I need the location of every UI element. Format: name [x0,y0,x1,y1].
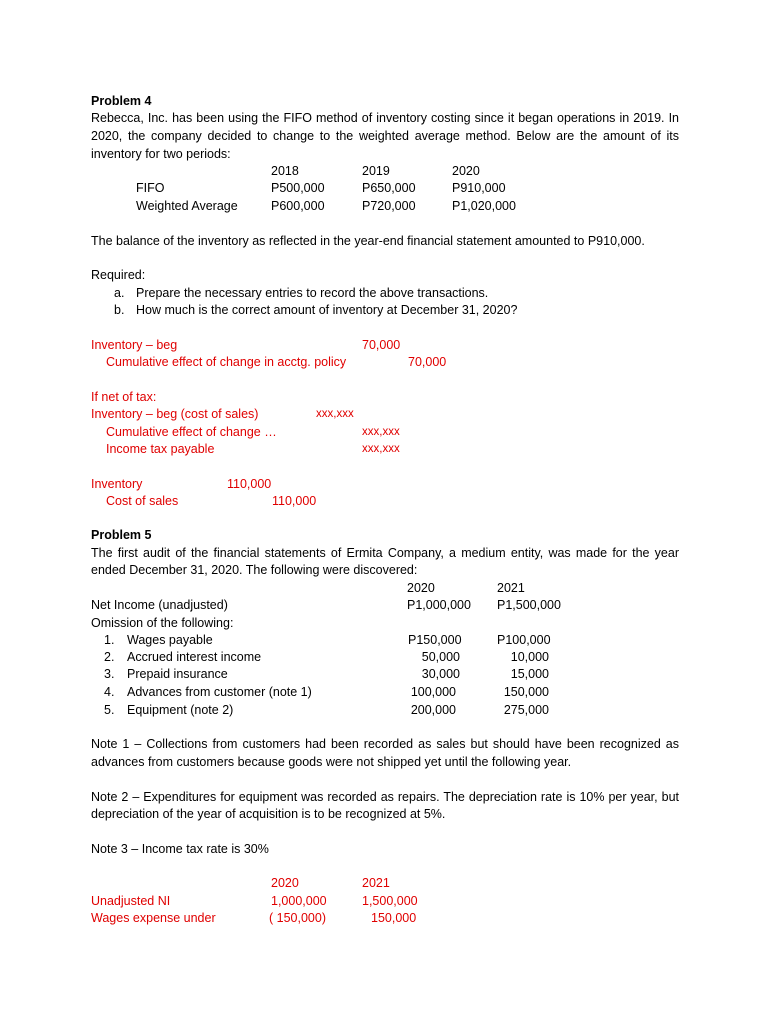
table-cell: 15,000 [510,667,549,681]
problem4-title: Problem 4 [91,94,152,108]
table-cell: 150,000 [503,685,549,699]
entry-debit: xxx,xxx [316,408,354,420]
entry-account: Inventory – beg (cost of sales) [91,407,259,421]
net-of-tax-label: If net of tax: [91,390,157,404]
note3: Note 3 – Income tax rate is 30% [91,842,269,856]
table-year-header: 2020 [407,581,435,595]
entry-credit: 70,000 [408,355,447,369]
entry-account: Income tax payable [106,442,215,456]
list-item-number: 2. [104,650,115,664]
required-item-text: Prepare the necessary entries to record the above transactions. [136,286,489,300]
problem5-intro-line-2: ended December 31, 2020. The following were discovered: [91,563,418,577]
table-cell: P1,020,000 [452,199,516,213]
table-year-header: 2018 [271,164,299,178]
entry-account: Inventory [91,477,143,491]
table-cell: 200,000 [410,703,456,717]
required-item-marker: b. [114,303,125,317]
table-row-label: Unadjusted NI [91,894,171,908]
table-year-header: 2020 [271,876,299,890]
list-item-label: Accrued interest income [127,650,262,664]
table-cell: P650,000 [362,181,416,195]
list-item-number: 1. [104,633,115,647]
table-year-header: 2021 [497,581,525,595]
table-cell: P910,000 [452,181,506,195]
list-item-number: 4. [104,685,115,699]
entry-credit: xxx,xxx [362,426,400,438]
table-cell: P500,000 [271,181,325,195]
note2-line-2: depreciation of the year of acquisition is to be recognized at 5%. [91,807,446,821]
entry-account: Cumulative effect of change … [106,425,277,439]
entry-account: Cost of sales [106,494,179,508]
table-year-header: 2019 [362,164,390,178]
required-label: Required: [91,268,146,282]
table-cell: P150,000 [408,633,462,647]
table-row-label: Weighted Average [136,199,238,213]
entry-credit: xxx,xxx [362,443,400,455]
table-year-header: 2020 [452,164,480,178]
required-item-marker: a. [114,286,125,300]
table-cell: P600,000 [271,199,325,213]
list-item-label: Equipment (note 2) [127,703,234,717]
list-item-number: 5. [104,703,115,717]
table-cell: 150,000 [371,911,417,925]
list-item-label: Prepaid insurance [127,667,228,681]
list-item-label: Advances from customer (note 1) [127,685,312,699]
table-cell: 10,000 [510,650,549,664]
problem4-balance-text: The balance of the inventory as reflected in the year-end financial statement amounted to P910,000. [91,234,645,248]
note2-line-1: Note 2 – Expenditures for equipment was recorded as repairs. The depreciation rate is 10% per year, but [91,790,679,804]
omission-label: Omission of the following: [91,616,234,630]
table-cell: P1,000,000 [407,598,471,612]
problem5-title: Problem 5 [91,528,152,542]
list-item-label: Wages payable [127,633,213,647]
table-cell: ( 150,000) [269,911,326,925]
entry-debit: 70,000 [362,338,401,352]
list-item-number: 3. [104,667,115,681]
entry-debit: 110,000 [227,477,272,491]
net-income-label: Net Income (unadjusted) [91,598,228,612]
problem4-intro-line-2: 2020, the company decided to change to the weighted average method. Below are the amount of its [91,129,679,143]
entry-account: Cumulative effect of change in acctg. policy [106,355,347,369]
table-year-header: 2021 [362,876,390,890]
table-cell: 30,000 [421,667,460,681]
required-item-text: How much is the correct amount of inventory at December 31, 2020? [136,303,518,317]
note1-line-1: Note 1 – Collections from customers had been recorded as sales but should have been recognized as [91,737,679,751]
table-cell: 275,000 [503,703,549,717]
problem4-intro-line-3: inventory for two periods: [91,147,231,161]
entry-account: Inventory – beg [91,338,178,352]
table-cell: P720,000 [362,199,416,213]
table-cell: P1,500,000 [497,598,561,612]
table-cell: 1,500,000 [362,894,418,908]
table-cell: 100,000 [410,685,456,699]
table-row-label: Wages expense under [91,911,216,925]
table-row-label: FIFO [136,181,165,195]
problem4-intro-line-1: Rebecca, Inc. has been using the FIFO method of inventory costing since it began operations in 2019. In [91,111,679,125]
table-cell: 1,000,000 [271,894,327,908]
table-cell: 50,000 [421,650,460,664]
problem5-intro-line-1: The first audit of the financial statements of Ermita Company, a medium entity, was made for the year [91,546,679,560]
entry-credit: 110,000 [272,494,317,508]
table-cell: P100,000 [497,633,551,647]
note1-line-2: advances from customers because goods were not shipped yet until the following year. [91,755,572,769]
